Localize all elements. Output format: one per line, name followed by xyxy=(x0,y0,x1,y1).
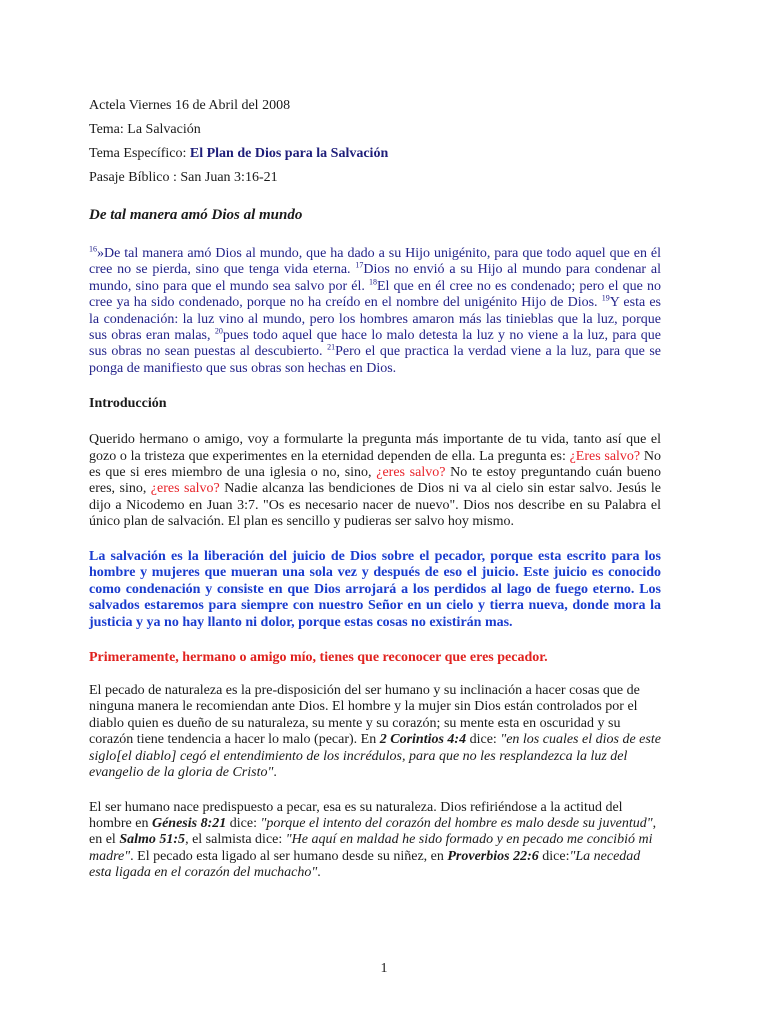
verse-number: 21 xyxy=(327,342,336,352)
body-text: , en el xyxy=(89,815,657,848)
question-highlight: ¿eres salvo? xyxy=(150,481,220,497)
verse-text: Y esta es la condenación: la luz vino al mundo, pero los hombres amaron más las tinieblas que la luz, porque sus obras eran malas, xyxy=(89,295,661,344)
verse-number: 17 xyxy=(355,260,364,270)
verse-text: Dios no envió a su Hijo al mundo para condenar al mundo, sino para que el mundo sea salvo por él. xyxy=(89,262,661,294)
question-highlight: ¿eres salvo? xyxy=(376,465,446,481)
tema-value: La Salvación xyxy=(127,122,201,137)
intro-text: Nadie alcanza las bendiciones de Dios ni va al cielo sin estar salvo. Jesús le dijo a Nicodemo en Juan 3:7. "Os es necesario nacer de nuevo". Dios nos describe en su Palabra el único plan de salvación. El plan es sencillo y pudieras ser salvo hoy mismo. xyxy=(89,481,661,530)
intro-text: Querido hermano o amigo, voy a formularte la pregunta más importante de tu vida, tanto así que el gozo o la tristeza que experimentes en la eternidad dependen de ella. La pregunta es: xyxy=(89,432,661,464)
bible-quote: "La necedad esta ligada en el corazón del muchacho" xyxy=(89,848,641,881)
tema-especifico-label: Tema Específico: xyxy=(89,146,190,161)
pasaje-value: San Juan 3:16-21 xyxy=(180,170,278,185)
verse-number: 18 xyxy=(368,277,377,287)
page-number: 1 xyxy=(380,961,388,976)
introduccion-heading: Introducción xyxy=(89,396,167,412)
pasaje-label: Pasaje Bíblico : xyxy=(89,170,181,185)
bible-quote: "He aquí en maldad he sido formado y en pecado me concibió mi madre" xyxy=(89,832,653,864)
tema-especifico-value: El Plan de Dios para la Salvación xyxy=(189,146,389,161)
intro-text: No te estoy preguntando cuán bueno eres, sino, xyxy=(89,465,661,497)
document-page xyxy=(89,97,661,900)
body-text: El pecado de naturaleza es la pre-disposición del ser humano y su inclinación a hacer cosas que de ninguna manera le recomiendan ante Dios. El hombre y la mujer sin Dios están controlados por el diablo quien es dueño de su naturaleza, su mente y su corazón; su mente esta en oscuridad y su corazón tiene tendencia a hacer lo malo (pecar). En xyxy=(89,683,640,748)
verse-text: »De tal manera amó Dios al mundo, que ha dado a su Hijo unigénito, para que todo aquel que en él cree no se pierda, sino que tenga vida eterna. xyxy=(89,246,661,278)
bible-passage xyxy=(89,246,661,377)
pecado-paragraph-2 xyxy=(89,800,661,882)
body-text: . xyxy=(317,865,321,881)
tema-label: Tema: xyxy=(89,122,128,137)
verse-text: pues todo aquel que hace lo malo detesta la luz y no viene a la luz, para que sus obras no sean puestas al descubierto. xyxy=(89,328,661,360)
body-text: . xyxy=(273,765,277,781)
verse-text: El que en él cree no es condenado; pero el que no cree ya ha sido condenado, porque no ha creído en el nombre del unigénito Hijo de Dios. xyxy=(89,278,661,311)
primeramente-paragraph: Primeramente, hermano o amigo mío, tienes que reconocer que eres pecador. xyxy=(89,649,548,665)
body-text: dice: xyxy=(226,815,261,831)
body-text: dice: xyxy=(538,848,570,864)
bible-reference: Proverbios 22:6 xyxy=(447,848,539,864)
verse-number: 16 xyxy=(89,244,97,254)
pasaje-line xyxy=(89,169,661,187)
question-highlight: ¿Eres salvo? xyxy=(569,448,641,464)
verse-number: 20 xyxy=(214,326,223,336)
tema-especifico-line xyxy=(89,145,661,163)
introduccion-paragraph xyxy=(89,432,661,530)
body-text: . El pecado esta ligado al ser humano desde su niñez, en xyxy=(130,848,448,864)
verse-number: 19 xyxy=(601,293,610,303)
bible-reference: 2 Corintios 4:4 xyxy=(379,732,467,748)
body-text: , el salmista dice: xyxy=(185,832,286,848)
bible-quote: "porque el intento del corazón del hombre es malo desde su juventud" xyxy=(260,815,653,831)
date-text: Actela Viernes 16 de Abril del 2008 xyxy=(89,98,291,113)
bible-reference: Salmo 51:5 xyxy=(119,832,186,848)
tema-line xyxy=(89,121,661,139)
bible-reference: Génesis 8:21 xyxy=(151,815,227,831)
verse-text: Pero el que practica la verdad viene a la luz, para que se ponga de manifiesto que sus obras son hechas en Dios. xyxy=(89,344,661,376)
salvacion-paragraph: La salvación es la liberación del juicio de Dios sobre el pecador, porque esta escrito para los hombre y mujeres que mueran una sola vez y después de eso el juicio. Este juicio es conocido como condenación y consiste en que Dios arrojará a los perdidos al lago de fuego eterno. Los salvados estaremos para siempre con nuestro Señor en un cielo y tierra nueva, donde mora la justicia y ya no hay llanto ni dolor, porque estas cosas no existirán mas. xyxy=(89,548,661,631)
intro-text: No es que si eres miembro de una iglesia o no, sino, xyxy=(89,448,661,481)
bible-quote: "en los cuales el dios de este siglo[el diablo] cegó el entendimiento de los incrédulos, para que no les resplandezca la luz del evangelio de la gloria de Cristo" xyxy=(89,732,661,781)
date-line xyxy=(89,97,661,115)
pecado-paragraph-1 xyxy=(89,683,661,781)
body-text: dice: xyxy=(466,732,501,748)
section-heading: De tal manera amó Dios al mundo xyxy=(89,207,303,223)
body-text: El ser humano nace predispuesto a pecar, esa es su naturaleza. Dios refiriéndose a la actitud del hombre en xyxy=(89,799,623,831)
